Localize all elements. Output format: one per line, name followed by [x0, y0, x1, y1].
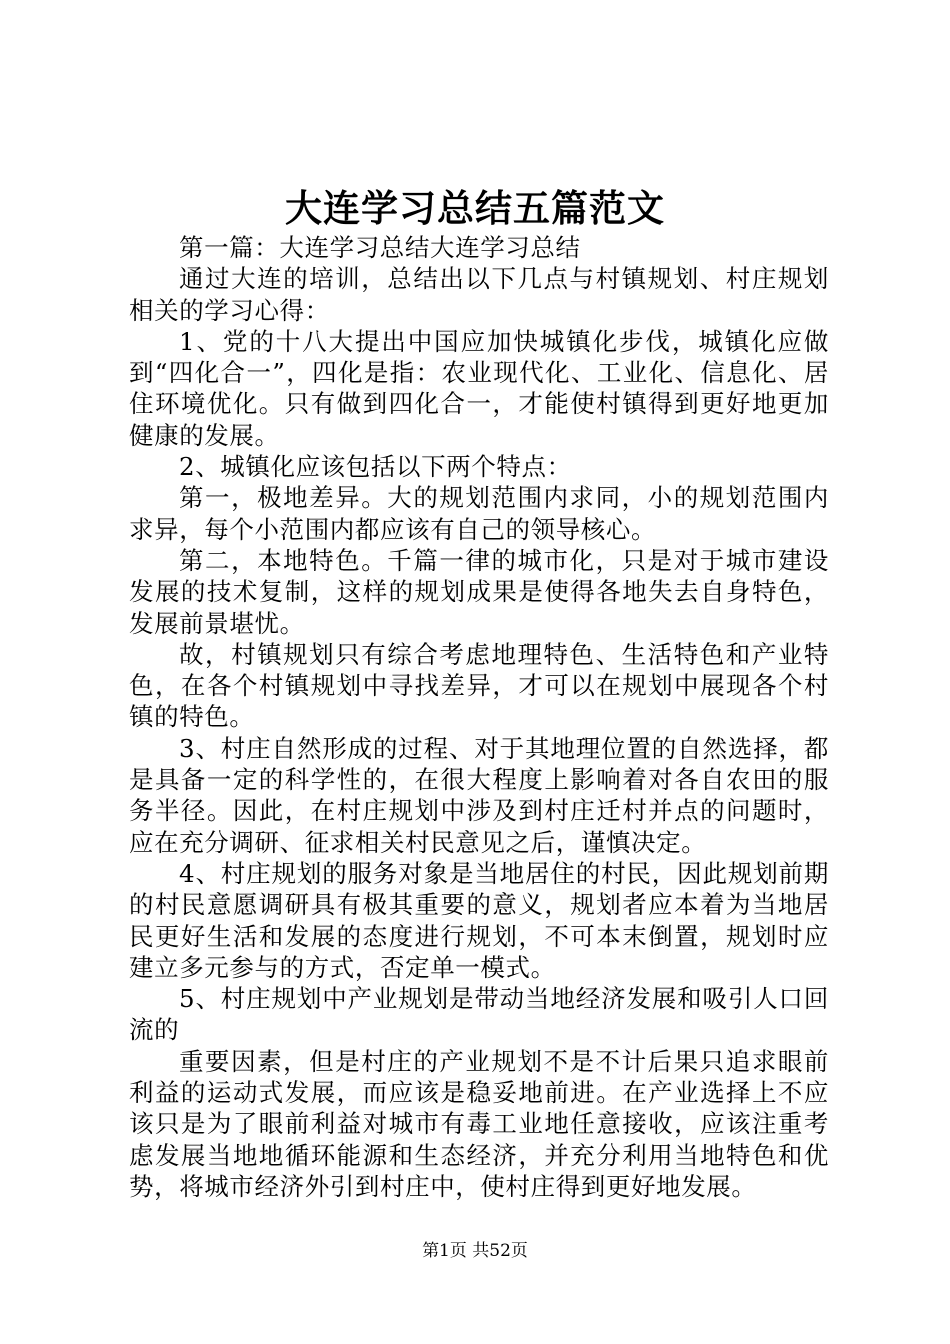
page-footer: 第1页 共52页 — [422, 1241, 528, 1261]
paragraph: 重要因素，但是村庄的产业规划不是不计后果只追求眼前利益的运动式发展，而应该是稳妥地前进。在产业选择上不应该只是为了眼前利益对城市有毒工业地任意接收，应该注重考虑发展当地地循环能源和生态经济，并充分利用当地特色和优势，将城市经济外引到村庄中，使村庄得到更好地发展。 — [129, 1046, 829, 1201]
section-heading: 第一篇：大连学习总结大连学习总结 — [179, 233, 581, 262]
paragraph: 5、村庄规划中产业规划是带动当地经济发展和吸引人口回流的 — [129, 984, 829, 1045]
paragraph: 3、村庄自然形成的过程、对于其地理位置的自然选择，都是具备一定的科学性的，在很大程度上影响着对各自农田的服务半径。因此，在村庄规划中涉及到村庄迁村并点的问题时，应在充分调研、征求相关村民意见之后，谨慎决定。 — [129, 733, 829, 857]
document-title: 大连学习总结五篇范文 — [285, 186, 665, 230]
paragraph: 2、城镇化应该包括以下两个特点： — [179, 452, 572, 482]
paragraph: 故，村镇规划只有综合考虑地理特色、生活特色和产业特色，在各个村镇规划中寻找差异，才可以在规划中展现各个村镇的特色。 — [129, 639, 829, 732]
paragraph: 通过大连的培训，总结出以下几点与村镇规划、村庄规划相关的学习心得： — [129, 264, 829, 325]
paragraph: 第二，本地特色。千篇一律的城市化，只是对于城市建设发展的技术复制，这样的规划成果是使得各地失去自身特色，发展前景堪忧。 — [129, 545, 829, 638]
paragraph: 1、党的十八大提出中国应加快城镇化步伐，城镇化应做到“四化合一”，四化是指：农业现代化、工业化、信息化、居住环境优化。只有做到四化合一，才能使村镇得到更好地更加健康的发展。 — [129, 326, 829, 450]
paragraph: 4、村庄规划的服务对象是当地居住的村民，因此规划前期的村民意愿调研具有极其重要的意义，规划者应本着为当地居民更好生活和发展的态度进行规划，不可本末倒置，规划时应建立多元参与的方式，否定单一模式。 — [129, 858, 829, 982]
document-body — [129, 232, 829, 1202]
paragraph: 第一，极地差异。大的规划范围内求同，小的规划范围内求异，每个小范围内都应该有自己的领导核心。 — [129, 483, 829, 544]
